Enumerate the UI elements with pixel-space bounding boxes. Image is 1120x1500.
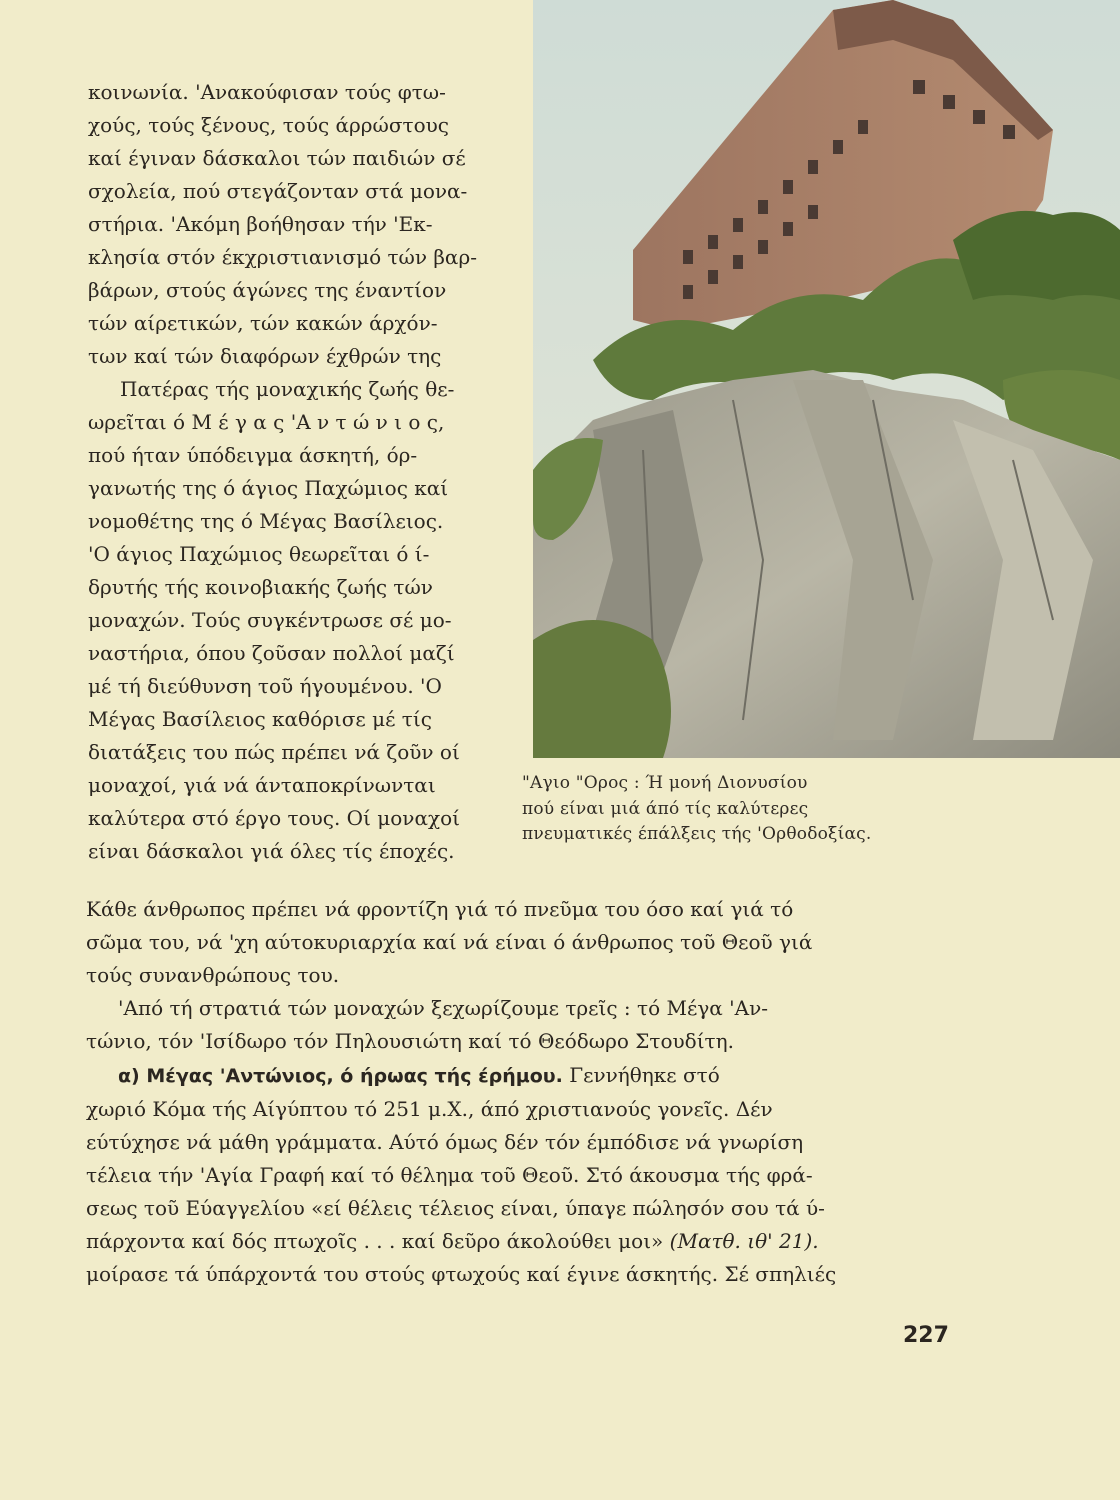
text-line: κοινωνία. 'Ανακούφισαν τούς φτω- (88, 80, 446, 104)
text-line: δρυτής τής κοινοβιακής ζωής τών (88, 575, 433, 599)
scripture-citation: (Ματθ. ιθ' 21). (669, 1229, 819, 1253)
text-line: Πατέρας τής μοναχικής ζωής θε- (120, 377, 455, 401)
photo-caption (522, 771, 912, 848)
text-line: τούς συνανθρώπους του. (86, 963, 340, 987)
text-line: 'Ο άγιος Παχώμιος θεωρεῖται ό ί- (88, 542, 430, 566)
text-line: μοναχών. Τούς συγκέντρωσε σέ μο- (88, 608, 452, 632)
text-line: καί έγιναν δάσκαλοι τών παιδιών σέ (88, 146, 466, 170)
paragraph-2 (86, 992, 904, 1058)
section-heading: α) Μέγας 'Αντώνιος, ό ήρωας τής έρήμου. (118, 1065, 563, 1087)
caption-line: "Αγιο "Ορος : Ή μονή Διονυσίου (522, 773, 808, 793)
text-line: χωριό Κόμα τής Αίγύπτου τό 251 μ.Χ., άπό χριστιανούς γονεῖς. Δέν (86, 1097, 773, 1121)
text-line: ναστήρια, όπου ζοῦσαν πολλοί μαζί (88, 641, 455, 665)
section-antonios (86, 1059, 904, 1291)
monastery-photo (533, 0, 1120, 758)
text-line: των καί τών διαφόρων έχθρών της (88, 344, 442, 368)
text-line: καλύτερα στό έργο τους. Οί μοναχοί (88, 806, 460, 830)
text-line: πού ήταν ύπόδειγμα άσκητή, όρ- (88, 443, 418, 467)
text-line: μέ τή διεύθυνση τοῦ ήγουμένου. 'Ο (88, 674, 442, 698)
text-line: Μέγας Βασίλειος καθόρισε μέ τίς (88, 707, 432, 731)
text-line: Κάθε άνθρωπος πρέπει νά φροντίζη γιά τό πνεῦμα του όσο καί γιά τό (86, 897, 794, 921)
text-line: γανωτής της ό άγιος Παχώμιος καί (88, 476, 449, 500)
page-number: 227 (903, 1323, 949, 1348)
text-line: ωρεῖται ό Μ έ γ α ς 'Α ν τ ώ ν ι ο ς, (88, 410, 445, 434)
text-line: νομοθέτης της ό Μέγας Βασίλειος. (88, 509, 444, 533)
text-line: βάρων, στούς άγώνες της έναντίον (88, 278, 447, 302)
text-line: σχολεία, πού στεγάζονταν στά μονα- (88, 179, 468, 203)
caption-line: πνευματικές έπάλξεις τής 'Ορθοδοξίας. (522, 824, 872, 844)
section-heading-line (86, 1059, 904, 1093)
text-line: 'Από τή στρατιά τών μοναχών ξεχωρίζουμε τρεῖς : τό Μέγα 'Αν- (118, 996, 768, 1020)
text-line: σῶμα του, νά 'χη αύτοκυριαρχία καί νά είναι ό άνθρωπος τοῦ Θεοῦ γιά (86, 930, 813, 954)
paragraph-1 (86, 893, 904, 992)
text-line: κλησία στόν έκχριστιανισμό τών βαρ- (88, 245, 477, 269)
text-line: μοναχοί, γιά νά άνταποκρίνωνται (88, 773, 436, 797)
caption-line: πού είναι μιά άπό τίς καλύτερες (522, 798, 809, 819)
text-line: τώνιο, τόν 'Ισίδωρο τόν Πηλουσιώτη καί τό Θεόδωρο Στουδίτη. (86, 1029, 734, 1053)
text-fragment: Γεννήθηκε στό (569, 1063, 720, 1087)
quote-line (86, 1225, 904, 1258)
text-line: στήρια. 'Ακόμη βοήθησαν τήν 'Εκ- (88, 212, 433, 236)
left-column-text (88, 76, 508, 868)
text-line: τών αίρετικών, τών κακών άρχόν- (88, 311, 438, 335)
text-line: χούς, τούς ξένους, τούς άρρώστους (88, 113, 449, 137)
text-fragment: πάρχοντα καί δός πτωχοῖς . . . καί δεῦρο άκολούθει μοι» (86, 1229, 664, 1253)
text-line: διατάξεις του πώς πρέπει νά ζοῦν οί (88, 740, 460, 764)
text-line: σεως τοῦ Εύαγγελίου «εί θέλεις τέλειος είναι, ύπαγε πώλησόν σου τά ύ- (86, 1196, 825, 1220)
text-line: τέλεια τήν 'Αγία Γραφή καί τό θέλημα τοῦ Θεοῦ. Στό άκουσμα τής φρά- (86, 1163, 813, 1187)
text-line: εύτύχησε νά μάθη γράμματα. Αύτό όμως δέν τόν έμπόδισε νά γνωρίση (86, 1130, 804, 1154)
text-line: μοίρασε τά ύπάρχοντά του στούς φτωχούς καί έγινε άσκητής. Σέ σπηλιές (86, 1262, 837, 1286)
text-line: είναι δάσκαλοι γιά όλες τίς έποχές. (88, 839, 455, 863)
